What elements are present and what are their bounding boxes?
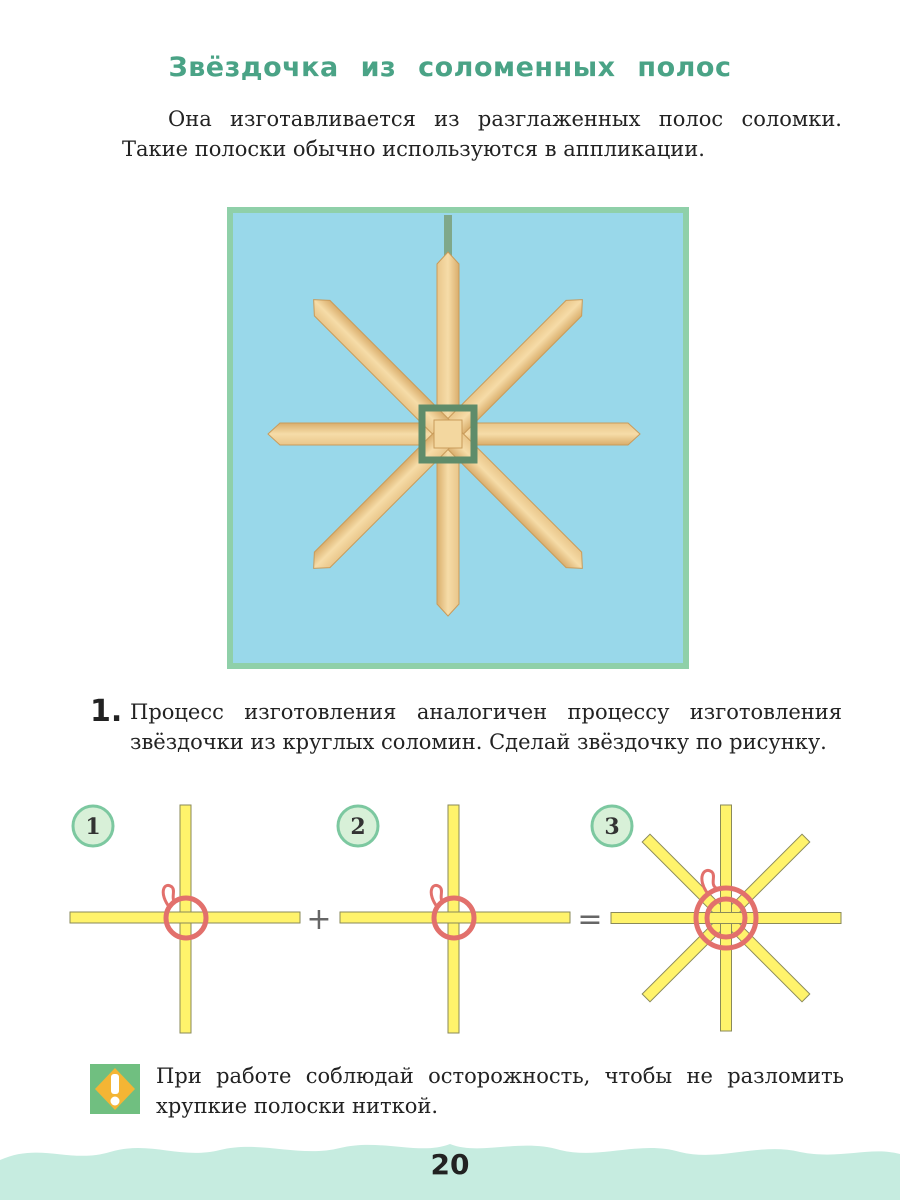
step-badge-2 [338,806,378,846]
intro-text: Она изготавливается из разглаженных полос соломки. Такие полоски обычно используются в аппликации. [122,107,842,161]
equals-sign: = [577,902,603,937]
warning-paragraph [156,1061,844,1121]
straw-star-illustration [227,207,689,669]
task-paragraph [130,697,842,757]
assembly-diagram-svg [60,795,860,1045]
assembly-diagram [60,795,860,1045]
task-number: 1. [90,694,123,729]
warning-text: При работе соблюдай осторожность, чтобы не разломить хрупкие полоски ниткой. [156,1064,844,1118]
straw-strip [440,426,590,576]
svg-text:2: 2 [350,814,366,840]
straw-star-result [611,805,841,1031]
task-text: Процесс изготовления аналогичен процессу изготовления звёздочки из круглых соломин. Сделай звёздочку по рисунку. [130,700,842,754]
svg-text:3: 3 [604,814,620,840]
straw-star-photo [227,207,689,669]
step-badge-3 [592,806,632,846]
warning-icon [90,1062,140,1116]
straw-strip [440,292,590,442]
page-number: 20 [430,1148,470,1181]
step-badge-1 [73,806,113,846]
straw-strip [306,292,456,442]
exclamation-icon [90,1062,140,1116]
intro-paragraph [122,104,842,164]
page-title: Звёздочка из соломенных полос [168,52,732,83]
plus-sign: + [306,902,332,937]
svg-text:1: 1 [85,814,101,840]
straw-strip [306,426,456,576]
